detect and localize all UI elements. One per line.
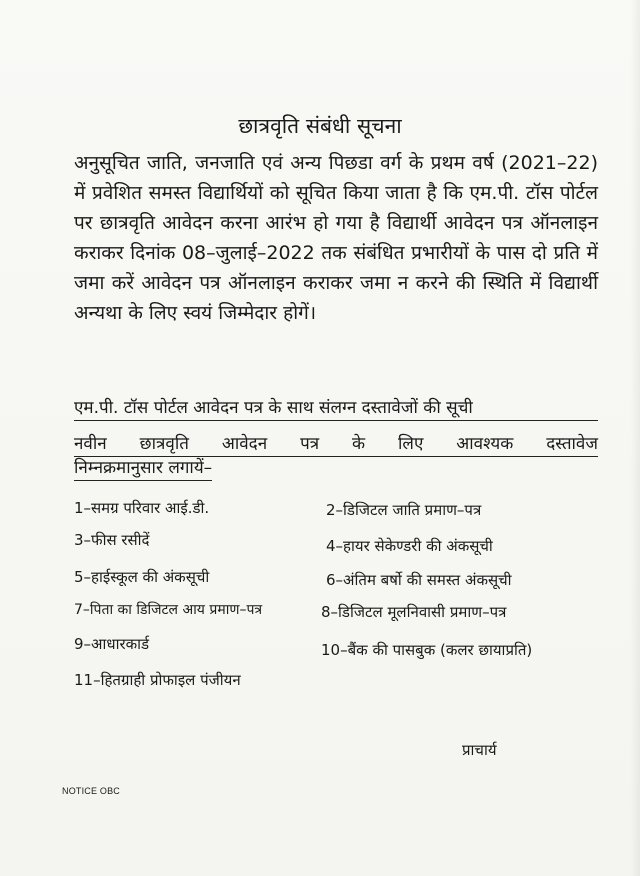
new-docs-subheading: निम्नक्रमानुसार लगायें– [74,456,212,481]
doc-item-9: 9–आधारकार्ड [74,635,150,653]
doc-item-5: 5–हाईस्कूल की अंकसूची [74,568,210,586]
doc-item-4: 4–हायर सेकेण्डरी की अंकसूची [326,537,493,555]
doc-item-10: 10–बैंक की पासबुक (कलर छायाप्रति) [321,641,533,659]
footer-notice-code: NOTICE OBC [62,786,121,796]
new-docs-heading: नवीन छात्रवृति आवेदन पत्र के लिए आवश्यक दस्तावेज [74,432,598,457]
doc-item-6: 6–अंतिम बर्षो की समस्त अंकसूची [326,571,512,589]
notice-paragraph: अनुसूचित जाति, जनजाति एवं अन्य पिछडा वर्ग के प्रथम वर्ष (2021–22) में प्रवेशित समस्त विद्यार्थियों को सूचित किया जाता है कि एम.पी. टॉस पोर्टल पर छात्रवृति आवेदन करना आरंभ हो गया है विद्यार्थी आवेदन पत्र ऑनलाइन कराकर दिनांक 08–जुलाई–2022 तक संबंधित प्रभारीयों के पास दो प्रति में जमा करें आवेदन पत्र ऑनलाइन कराकर जमा न करने की स्थिति में विद्यार्थी अन्यथा के लिए स्वयं जिम्मेदार होगें। [74,152,598,324]
doc-item-11: 11–हितग्राही प्रोफाइल पंजीयन [74,671,241,689]
doc-item-1: 1–समग्र परिवार आई.डी. [74,499,210,517]
notice-title: छात्रवृति संबंधी सूचना [238,114,402,138]
principal-signature: प्राचार्य [462,741,497,759]
doc-item-8: 8–डिजिटल मूलनिवासी प्रमाण–पत्र [321,603,507,621]
documents-heading: एम.पी. टॉस पोर्टल आवेदन पत्र के साथ संलग्न दस्तावेजों की सूची [74,396,598,421]
doc-item-2: 2–डिजिटल जाति प्रमाण–पत्र [326,501,482,519]
doc-item-3: 3–फीस रसीदें [74,531,150,549]
doc-item-7: 7–पिता का डिजिटल आय प्रमाण–पत्र [74,602,263,618]
